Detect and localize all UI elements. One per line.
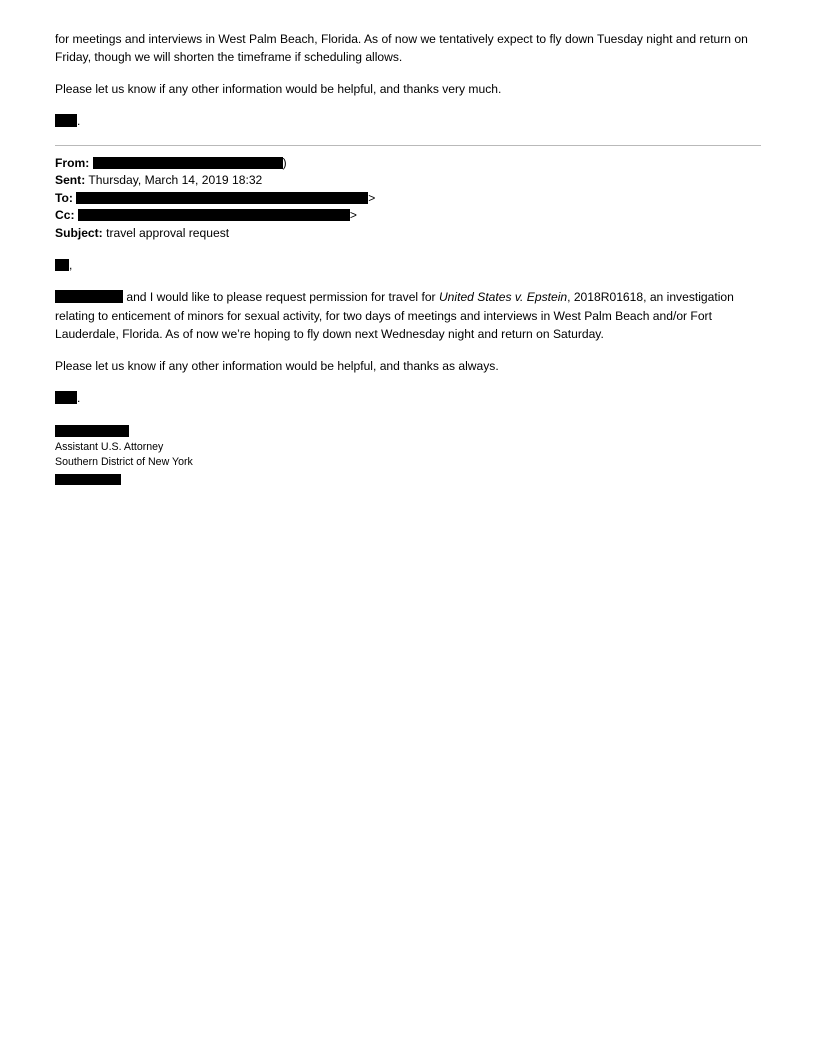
top-paragraph: for meetings and interviews in West Palm Beach, Florida. As of now we tentatively expect to fly down Tuesday night and return on Friday, though we will shorten the timeframe if scheduling allows. [55, 32, 748, 65]
header-row-from [55, 155, 761, 173]
redaction-block-signoff-1 [55, 114, 77, 127]
document-body [55, 30, 761, 985]
greeting-punctuation: , [69, 258, 73, 273]
redaction-block-from [93, 157, 283, 169]
email-header [55, 155, 761, 243]
header-row-sent [55, 172, 761, 190]
request-part-1: and I would like to please request permission for travel for [123, 290, 439, 305]
to-label: To: [55, 190, 73, 205]
signature-block [55, 425, 761, 485]
header-row-subject [55, 225, 761, 243]
greeting-line [55, 256, 761, 274]
redaction-block-cc [78, 209, 350, 221]
header-divider [55, 145, 761, 146]
cc-value: > [349, 208, 357, 223]
to-value: > [368, 190, 376, 205]
closing-paragraph: Please let us know if any other information would be helpful, and thanks as always. [55, 358, 499, 373]
signoff-punctuation-1: . [77, 114, 81, 129]
header-row-to [55, 190, 761, 208]
signature-office: Southern District of New York [55, 456, 193, 469]
redaction-block-greeting [55, 259, 69, 271]
signoff-punctuation-2: . [77, 390, 81, 405]
case-name: United States v. Epstein [438, 290, 568, 305]
redaction-block-signature-phone [55, 474, 121, 485]
signoff-line-2 [55, 389, 761, 407]
sent-value: Thursday, March 14, 2019 18:32 [88, 173, 263, 188]
second-paragraph: Please let us know if any other information would be helpful, and thanks very much. [55, 82, 502, 97]
request-paragraph [55, 288, 761, 342]
blank-page-area [55, 485, 761, 985]
request-part-2: , 2018R01618, an investigation relating to enticement of minors for sexual activity, for two days of meetings and interviews in West Palm Beach and/or Fort Lauderdale, Florida. As of now we’re hoping to fly down next Wednesday night and return on Saturday. [55, 290, 734, 341]
redaction-block-to [76, 192, 368, 204]
cc-label: Cc: [55, 208, 75, 223]
redaction-block-signature-name [55, 425, 129, 437]
signoff-line-1 [55, 112, 761, 130]
signature-title: Assistant U.S. Attorney [55, 441, 164, 454]
redaction-block-signoff-2 [55, 391, 77, 404]
subject-value: travel approval request [106, 225, 230, 240]
from-label: From: [55, 155, 90, 170]
subject-label: Subject: [55, 225, 103, 240]
header-row-cc [55, 207, 761, 225]
sent-label: Sent: [55, 173, 86, 188]
redaction-block-requestor-name [55, 290, 123, 303]
from-value: ) [282, 155, 287, 170]
